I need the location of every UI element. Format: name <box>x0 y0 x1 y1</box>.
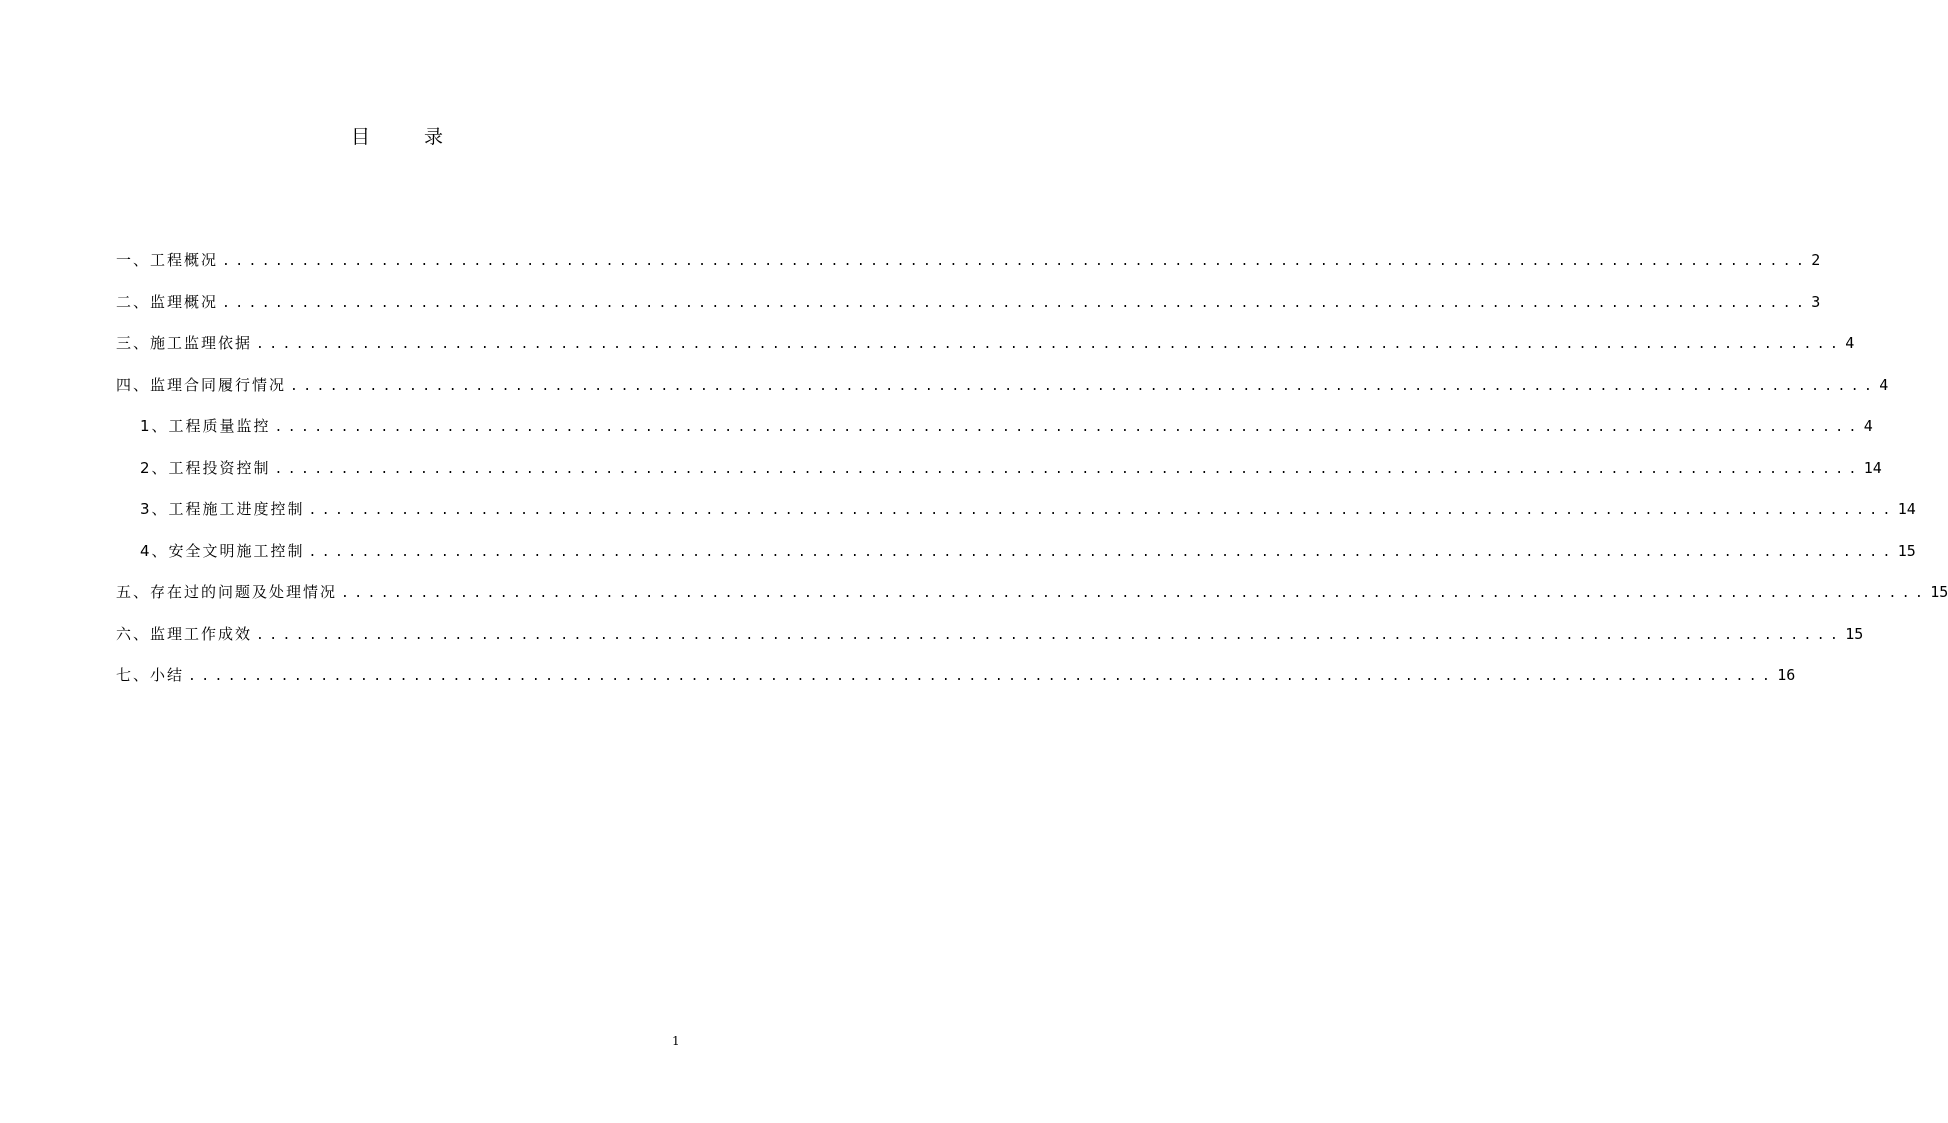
toc-dot-leader: ........................................................................................................................ <box>188 669 1776 684</box>
toc-dot-leader: ........................................................................................................................ <box>256 337 1844 352</box>
toc-entry-label: 五、存在过的问题及处理情况 <box>116 583 338 601</box>
toc-entry-label: 一、工程概况 <box>116 251 219 269</box>
table-of-contents <box>116 249 1948 706</box>
toc-entry[interactable] <box>116 291 1821 333</box>
toc-entry-label: 2、工程投资控制 <box>140 458 271 477</box>
toc-entry[interactable] <box>116 664 1796 706</box>
toc-entry[interactable] <box>116 581 1948 623</box>
toc-entry-page: 14 <box>1863 458 1882 477</box>
toc-entry-page: 2 <box>1811 251 1821 269</box>
toc-entry-page: 3 <box>1811 292 1821 311</box>
toc-entry-label: 二、监理概况 <box>116 292 219 311</box>
toc-entry-page: 15 <box>1897 541 1916 560</box>
toc-entry-page: 14 <box>1897 500 1916 518</box>
toc-entry-label: 3、工程施工进度控制 <box>140 500 305 518</box>
toc-dot-leader: ........................................................................................................................ <box>308 503 1896 518</box>
toc-dot-leader: ........................................................................................................................ <box>274 461 1862 477</box>
toc-dot-leader: ........................................................................................................................ <box>308 544 1896 560</box>
toc-entry[interactable] <box>116 540 1916 582</box>
toc-entry-label: 四、监理合同履行情况 <box>116 375 287 394</box>
toc-entry-page: 15 <box>1930 583 1948 601</box>
toc-entry-page: 4 <box>1863 417 1873 435</box>
toc-entry-page: 4 <box>1879 375 1889 394</box>
toc-dot-leader: ........................................................................................................................ <box>222 254 1810 269</box>
toc-entry-label: 三、施工监理依据 <box>116 334 253 352</box>
toc-dot-leader: ........................................................................................................................ <box>341 586 1929 601</box>
toc-entry-label: 七、小结 <box>116 666 185 684</box>
toc-entry-page: 16 <box>1777 666 1796 684</box>
toc-entry-page: 15 <box>1845 624 1864 643</box>
toc-dot-leader: ........................................................................................................................ <box>256 627 1844 643</box>
toc-entry[interactable] <box>116 332 1855 374</box>
toc-dot-leader: ........................................................................................................................ <box>290 378 1878 394</box>
toc-title: 目 录 <box>350 126 468 148</box>
toc-entry-page: 4 <box>1845 334 1855 352</box>
toc-entry[interactable] <box>116 498 1916 540</box>
toc-entry-label: 六、监理工作成效 <box>116 624 253 643</box>
toc-entry[interactable] <box>116 415 1873 457</box>
toc-entry[interactable] <box>116 374 1889 416</box>
toc-entry[interactable] <box>116 623 1864 665</box>
toc-entry-label: 4、安全文明施工控制 <box>140 541 305 560</box>
page-number: 1 <box>672 1034 680 1048</box>
toc-dot-leader: ........................................................................................................................ <box>222 295 1810 311</box>
toc-entry[interactable] <box>116 249 1821 291</box>
toc-entry[interactable] <box>116 457 1882 499</box>
toc-dot-leader: ........................................................................................................................ <box>274 420 1862 435</box>
toc-entry-label: 1、工程质量监控 <box>140 417 271 435</box>
